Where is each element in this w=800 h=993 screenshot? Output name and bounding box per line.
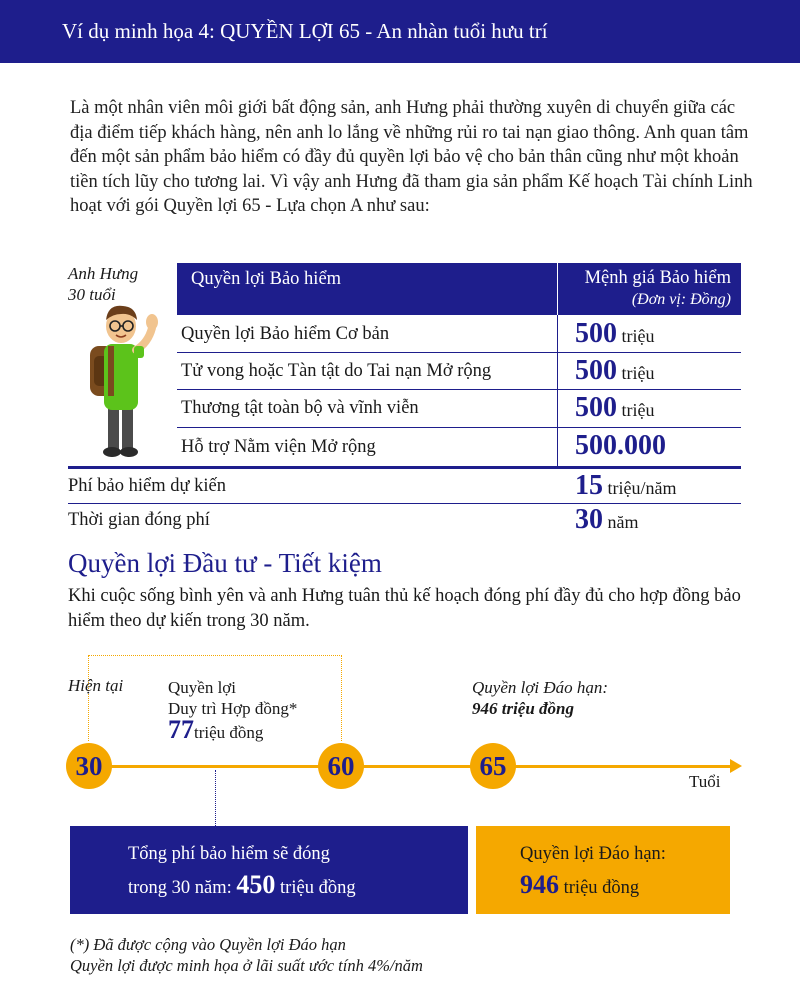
- maturity-box-value: [520, 870, 639, 900]
- premium-unit: triệu/năm: [607, 478, 677, 498]
- maturity-box-label: Quyền lợi Đáo hạn:: [520, 844, 666, 864]
- row-unit: triệu: [621, 363, 655, 383]
- term-label: Thời gian đóng phí: [68, 510, 210, 530]
- term-value: [575, 504, 639, 536]
- header-divider: [557, 263, 558, 315]
- total-premium-box: [70, 826, 468, 914]
- maturity-note-label: Quyền lợi Đáo hạn:: [472, 678, 609, 697]
- row-amount: 500.000: [575, 430, 666, 461]
- maturity-box-amount: 946: [520, 870, 559, 899]
- table-row-value: [575, 430, 666, 462]
- maintain-unit: triệu đồng: [194, 723, 264, 742]
- person-illustration: [78, 298, 170, 468]
- person-name: Anh Hưng: [68, 264, 139, 283]
- maintain-label-1: Quyền lợi: [168, 678, 237, 697]
- table-row-value: [575, 355, 655, 387]
- connector-line: [215, 770, 216, 826]
- axis-label: Tuổi: [689, 772, 721, 791]
- premium-amount: 15: [575, 470, 603, 501]
- table-row-label: Hỗ trợ Nằm viện Mở rộng: [181, 437, 376, 457]
- maturity-note: [472, 677, 608, 719]
- row-divider: [68, 503, 741, 504]
- row-amount: 500: [575, 318, 617, 349]
- term-amount: 30: [575, 504, 603, 535]
- maturity-box: [476, 826, 730, 914]
- col-value-header: [585, 267, 731, 311]
- table-column-divider: [557, 315, 558, 467]
- header-title: Ví dụ minh họa 4: QUYỀN LỢI 65 - An nhàn tuổi hưu trí: [62, 19, 548, 43]
- maintain-value: [168, 715, 297, 744]
- col-benefit-header: Quyền lợi Bảo hiểm: [191, 269, 342, 289]
- total-line-1: Tổng phí bảo hiểm sẽ đóng: [128, 844, 330, 864]
- row-amount: 500: [575, 392, 617, 423]
- row-unit: triệu: [621, 326, 655, 346]
- premium-value: [575, 470, 676, 502]
- table-row-value: [575, 318, 655, 350]
- row-divider: [177, 389, 741, 390]
- premium-label: Phí bảo hiểm dự kiến: [68, 476, 227, 496]
- total-line-2: [128, 870, 356, 900]
- maturity-note-value: 946 triệu đồng: [472, 699, 575, 718]
- col-value-title: Mệnh giá Bảo hiểm: [584, 268, 731, 288]
- section-description: Khi cuộc sống bình yên và anh Hưng tuân thủ kế hoạch đóng phí đầy đủ cho hợp đồng bảo hiểm theo dự kiến trong 30 năm.: [68, 586, 741, 631]
- footnote-line-1: (*) Đã được cộng vào Quyền lợi Đáo hạn: [70, 935, 346, 954]
- person-age: 30 tuổi: [68, 285, 116, 304]
- maintain-benefit: [168, 677, 297, 743]
- term-unit: năm: [607, 512, 639, 532]
- age-marker-60: 60: [318, 743, 364, 789]
- col-value-unit: (Đơn vị: Đồng): [631, 291, 731, 308]
- intro-paragraph: Là một nhân viên môi giới bất động sản, anh Hưng phải thường xuyên di chuyển giữa các địa điểm tiếp khách hàng, nên anh lo lắng về những rủi ro tai nạn giao thông. Anh quan tâm đến một sản phẩm bảo hiểm có đầy đủ quyền lợi bảo vệ cho bản thân cũng như một khoản tiền tích lũy cho tương lai. Vì vậy anh Hưng đã tham gia sản phẩm Kế hoạch Tài chính Linh hoạt với gói Quyền lợi 65 - Lựa chọn A như sau:: [70, 98, 753, 216]
- maturity-box-unit: triệu đồng: [563, 878, 640, 898]
- page-header: [0, 0, 800, 63]
- total-unit: triệu đồng: [280, 878, 356, 898]
- timeline-axis: [88, 765, 733, 768]
- age-marker-30: 30: [66, 743, 112, 789]
- footnote: [70, 934, 423, 976]
- table-row-label: Thương tật toàn bộ và vĩnh viễn: [181, 398, 419, 418]
- table-bottom-rule: [68, 466, 741, 469]
- row-unit: triệu: [621, 400, 655, 420]
- table-row-label: Tử vong hoặc Tàn tật do Tai nạn Mở rộng: [181, 361, 492, 381]
- footnote-line-2: Quyền lợi được minh họa ở lãi suất ước tính 4%/năm: [70, 956, 423, 975]
- age-marker-65: 65: [470, 743, 516, 789]
- row-divider: [177, 427, 741, 428]
- row-divider: [177, 352, 741, 353]
- table-row-value: [575, 392, 655, 424]
- table-row-label: Quyền lợi Bảo hiểm Cơ bản: [181, 324, 390, 344]
- benefit-table-header: [177, 263, 741, 315]
- maintain-amount: 77: [168, 715, 194, 744]
- total-prefix: trong 30 năm:: [128, 878, 232, 898]
- row-amount: 500: [575, 355, 617, 386]
- maintain-label-2: Duy trì Hợp đồng*: [168, 699, 298, 718]
- section-title: Quyền lợi Đầu tư - Tiết kiệm: [68, 548, 382, 578]
- total-amount: 450: [236, 870, 276, 899]
- arrow-right-icon: [730, 759, 742, 773]
- now-label: Hiện tại: [68, 676, 124, 695]
